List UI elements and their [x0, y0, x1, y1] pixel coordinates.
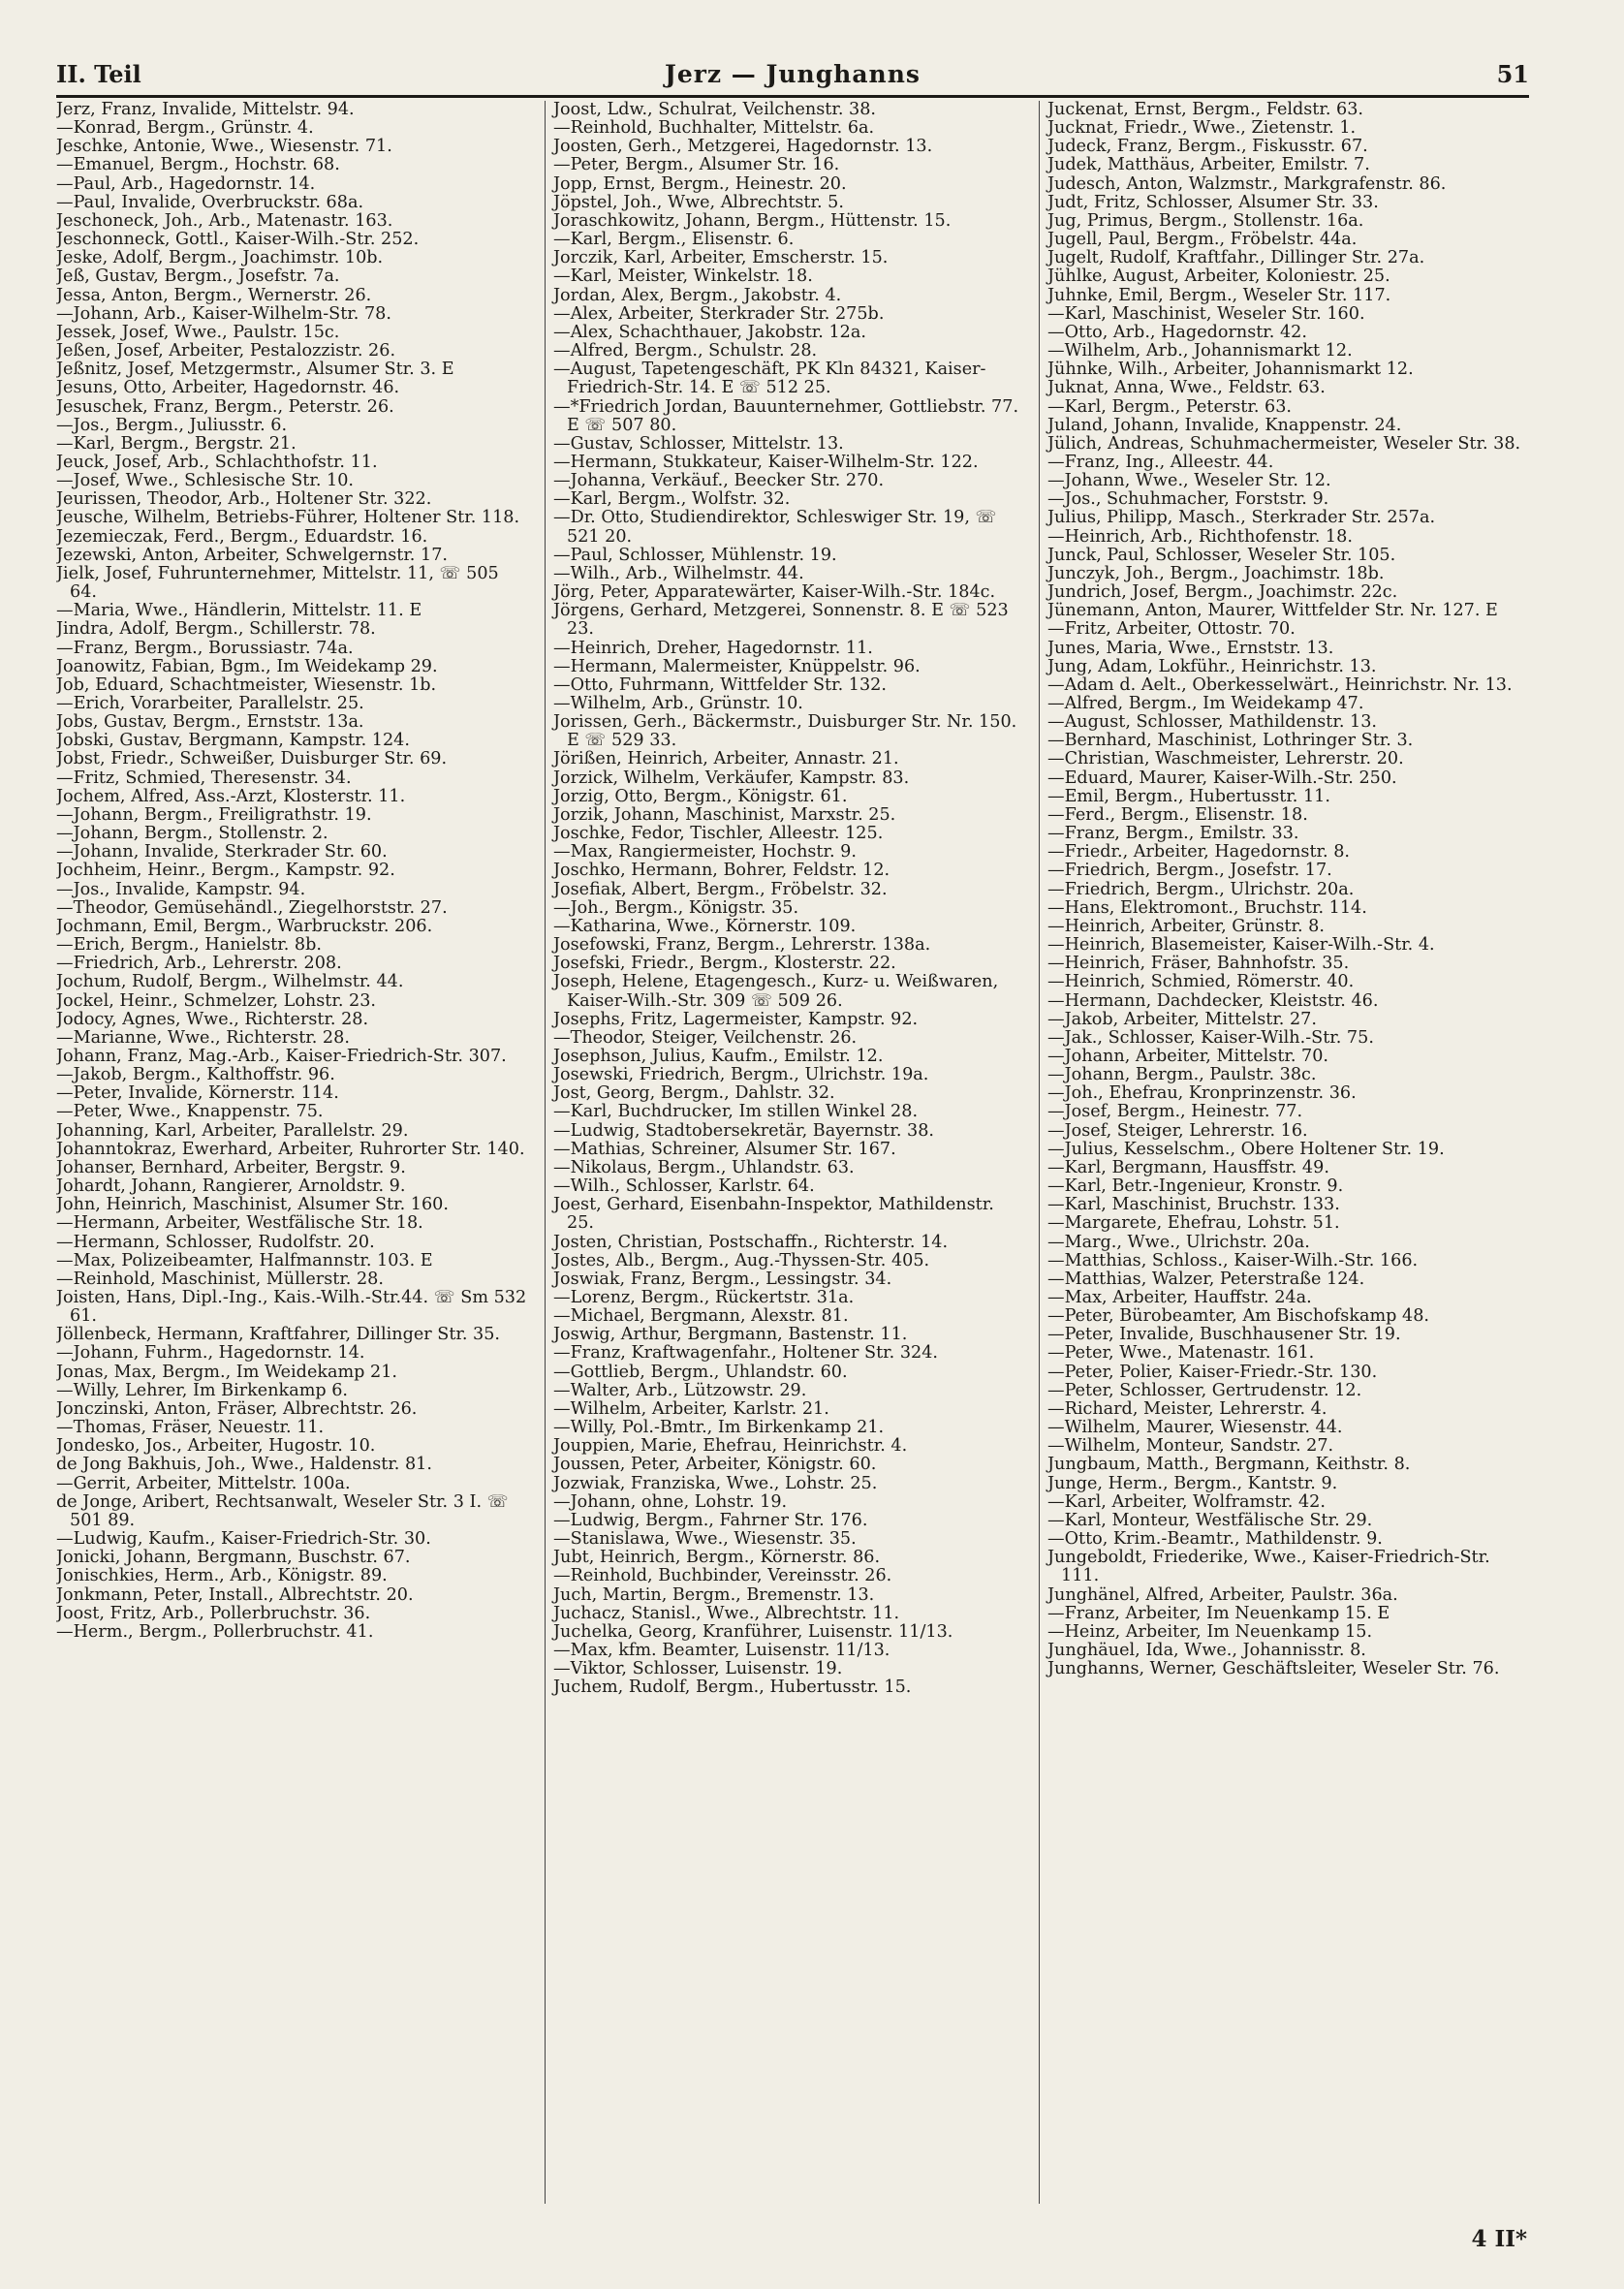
- directory-entry: —Karl, Bergm., Wolfstr. 32.: [553, 489, 791, 510]
- directory-entry: Josefowski, Franz, Bergm., Lehrerstr. 138a.: [553, 935, 931, 956]
- directory-entry: Jeß, Gustav, Bergm., Josefstr. 7a.: [56, 267, 340, 287]
- directory-entry: —Peter, Bürobeamter, Am Bischofskamp 48.: [1047, 1306, 1430, 1327]
- directory-entry: —Bernhard, Maschinist, Lothringer Str. 3.: [1047, 731, 1414, 751]
- directory-entry: —Fritz, Schmied, Theresenstr. 34.: [56, 768, 352, 788]
- directory-entry: —Alfred, Bergm., Schulstr. 28.: [553, 341, 818, 361]
- page-range-title: Jerz — Junghanns: [665, 60, 921, 88]
- directory-entry: Jesuschek, Franz, Bergm., Peterstr. 26.: [56, 396, 394, 417]
- directory-entry: —Gottlieb, Bergm., Uhlandstr. 60.: [553, 1362, 848, 1382]
- directory-entry: —Willy, Lehrer, Im Birkenkamp 6.: [56, 1380, 349, 1400]
- directory-entry: Juchacz, Stanisl., Wwe., Albrechtstr. 11.: [553, 1603, 900, 1623]
- directory-entry: —Hermann, Schlosser, Rudolfstr. 20.: [56, 1232, 375, 1252]
- directory-entry: —Ludwig, Bergm., Fahrner Str. 176.: [553, 1510, 868, 1530]
- directory-entry: —Joh., Bergm., Königstr. 35.: [553, 897, 799, 918]
- directory-entry: Joost, Ldw., Schulrat, Veilchenstr. 38.: [553, 101, 876, 119]
- column-2: [545, 101, 1026, 2204]
- directory-entry: —Max, Polizeibeamter, Halfmannstr. 103. E: [56, 1250, 433, 1270]
- directory-entry: Jöpstel, Joh., Wwe, Albrechtstr. 5.: [553, 192, 844, 212]
- directory-entry: —Mathias, Schreiner, Alsumer Str. 167.: [553, 1139, 896, 1159]
- directory-entry: Jondesko, Jos., Arbeiter, Hugostr. 10.: [56, 1436, 376, 1457]
- directory-entry: —Heinrich, Arbeiter, Grünstr. 8.: [1047, 916, 1325, 936]
- directory-entry: Jopp, Ernst, Bergm., Heinestr. 20.: [553, 173, 847, 194]
- directory-entry: —Michael, Bergmann, Alexstr. 81.: [553, 1306, 849, 1327]
- directory-entry: —Hans, Elektromont., Bruchstr. 114.: [1047, 897, 1367, 918]
- directory-entry: de Jong Bakhuis, Joh., Wwe., Haldenstr. 81.: [56, 1455, 432, 1475]
- directory-entry: Jonas, Max, Bergm., Im Weidekamp 21.: [56, 1362, 398, 1382]
- directory-entry: —Alex, Schachthauer, Jakobstr. 12a.: [553, 322, 866, 342]
- page-number: 51: [1496, 60, 1529, 88]
- directory-entry: —Stanislawa, Wwe., Wiesenstr. 35.: [553, 1529, 857, 1550]
- directory-entry: Jorczik, Karl, Arbeiter, Emscherstr. 15.: [553, 248, 889, 268]
- directory-entry: —Alfred, Bergm., Im Weidekamp 47.: [1047, 694, 1364, 713]
- directory-entry: —Paul, Arb., Hagedornstr. 14.: [56, 173, 316, 194]
- directory-entry: Juknat, Anna, Wwe., Feldstr. 63.: [1047, 378, 1326, 398]
- directory-entry: Jucknat, Friedr., Wwe., Zietenstr. 1.: [1047, 118, 1357, 139]
- directory-entry: —Johann, Fuhrm., Hagedornstr. 14.: [56, 1343, 365, 1364]
- directory-entry: Jörißen, Heinrich, Arbeiter, Annastr. 21.: [553, 749, 899, 769]
- directory-entry: —Paul, Schlosser, Mühlenstr. 19.: [553, 545, 837, 565]
- directory-entry: Juchelka, Georg, Kranführer, Luisenstr. 11/13.: [553, 1621, 953, 1642]
- directory-entry: Josten, Christian, Postschaffn., Richterstr. 14.: [553, 1232, 949, 1252]
- directory-entry: de Jonge, Aribert, Rechtsanwalt, Weseler Str. 3 I. ☏ 501 89.: [56, 1491, 509, 1530]
- directory-entry: —Franz, Kraftwagenfahr., Holtener Str. 324.: [553, 1343, 939, 1364]
- directory-entry: —Jos., Schuhmacher, Forststr. 9.: [1047, 489, 1329, 510]
- directory-entry: Jindra, Adolf, Bergm., Schillerstr. 78.: [56, 619, 376, 640]
- directory-entry: Junghanns, Werner, Geschäftsleiter, Weseler Str. 76.: [1047, 1659, 1500, 1679]
- directory-entry: —Hermann, Stukkateur, Kaiser-Wilhelm-Str. 122.: [553, 452, 979, 472]
- directory-entry: —Karl, Bergm., Peterstr. 63.: [1047, 396, 1293, 417]
- directory-entry: Joost, Fritz, Arb., Pollerbruchstr. 36.: [56, 1603, 371, 1623]
- directory-entry: —*Friedrich Jordan, Bauunternehmer, Gottliebstr. 77. E ☏ 507 80.: [553, 396, 1019, 435]
- directory-entry: Jeuck, Josef, Arb., Schlachthofstr. 11.: [56, 452, 378, 472]
- directory-entry: Junge, Herm., Bergm., Kantstr. 9.: [1047, 1473, 1338, 1493]
- directory-entry: Jug, Primus, Bergm., Stollenstr. 16a.: [1047, 210, 1364, 231]
- directory-entry: —Franz, Bergm., Borussiastr. 74a.: [56, 638, 354, 658]
- directory-entry: Juch, Martin, Bergm., Bremenstr. 13.: [553, 1584, 875, 1605]
- directory-entry: Jochum, Rudolf, Bergm., Wilhelmstr. 44.: [56, 972, 404, 992]
- directory-entry: Joraschkowitz, Johann, Bergm., Hüttenstr. 15.: [553, 210, 952, 231]
- column-1: [56, 101, 529, 2204]
- directory-entry: Jeurissen, Theodor, Arb., Holtener Str. 322.: [56, 489, 432, 510]
- directory-entry: John, Heinrich, Maschinist, Alsumer Str. 160.: [56, 1195, 449, 1215]
- directory-entry: Joest, Gerhard, Eisenbahn-Inspektor, Mathildenstr. 25.: [553, 1195, 994, 1234]
- directory-entry: —Wilhelm, Arb., Johannismarkt 12.: [1047, 341, 1353, 361]
- directory-entry: —Willy, Pol.-Bmtr., Im Birkenkamp 21.: [553, 1418, 885, 1438]
- directory-entry: —Ludwig, Stadtobersekretär, Bayernstr. 38.: [553, 1120, 935, 1141]
- directory-entry: Jundrich, Josef, Bergm., Joachimstr. 22c.: [1047, 582, 1398, 603]
- directory-entry: —Max, Rangiermeister, Hochstr. 9.: [553, 842, 857, 862]
- directory-entry: —Paul, Invalide, Overbruckstr. 68a.: [56, 192, 364, 212]
- directory-entry: Jessek, Josef, Wwe., Paulstr. 15c.: [56, 322, 340, 342]
- directory-entry: Joanowitz, Fabian, Bgm., Im Weidekamp 29.: [56, 656, 438, 676]
- directory-entry: —Karl, Bergm., Elisenstr. 6.: [553, 230, 795, 250]
- directory-entry: Jorissen, Gerh., Bäckermstr., Duisburger Str. Nr. 150. E ☏ 529 33.: [553, 712, 1017, 751]
- directory-entry: —Jak., Schlosser, Kaiser-Wilh.-Str. 75.: [1047, 1027, 1374, 1048]
- directory-entry: Judeck, Franz, Bergm., Fiskusstr. 67.: [1047, 137, 1368, 157]
- directory-entry: —Reinhold, Buchhalter, Mittelstr. 6a.: [553, 118, 875, 139]
- directory-entry: —Friedrich, Bergm., Josefstr. 17.: [1047, 861, 1332, 881]
- directory-entry: Job, Eduard, Schachtmeister, Wiesenstr. 1b.: [56, 674, 437, 695]
- directory-entry: —Johann, Arb., Kaiser-Wilhelm-Str. 78.: [56, 303, 391, 324]
- directory-entry: —Ludwig, Kaufm., Kaiser-Friedrich-Str. 30.: [56, 1529, 431, 1550]
- directory-entry: Jordan, Alex, Bergm., Jakobstr. 4.: [553, 285, 842, 305]
- directory-entry: —Heinrich, Arb., Richthofenstr. 18.: [1047, 526, 1353, 547]
- directory-entry: —Johann, Bergm., Stollenstr. 2.: [56, 824, 328, 844]
- directory-entry: Jozwiak, Franziska, Wwe., Lohstr. 25.: [553, 1473, 878, 1493]
- directory-entry: —August, Tapetengeschäft, PK Kln 84321, Kaiser-Friedrich-Str. 14. E ☏ 512 25.: [553, 360, 986, 398]
- directory-entry: Jeschke, Antonie, Wwe., Wiesenstr. 71.: [56, 137, 392, 157]
- directory-entry: Jeßen, Josef, Arbeiter, Pestalozzistr. 26.: [56, 341, 396, 361]
- directory-entry: —Reinhold, Buchbinder, Vereinsstr. 26.: [553, 1566, 892, 1586]
- directory-entry: Jubt, Heinrich, Bergm., Körnerstr. 86.: [553, 1548, 881, 1568]
- directory-entry: —Johann, ohne, Lohstr. 19.: [553, 1491, 788, 1512]
- directory-entry: —Gustav, Schlosser, Mittelstr. 13.: [553, 433, 844, 454]
- directory-entry: —Heinz, Arbeiter, Im Neuenkamp 15.: [1047, 1621, 1373, 1642]
- directory-entry: —Maria, Wwe., Händlerin, Mittelstr. 11. E: [56, 601, 422, 621]
- directory-entry: Jonczinski, Anton, Fräser, Albrechtstr. 26.: [56, 1398, 418, 1419]
- directory-entry: Junczyk, Joh., Bergm., Joachimstr. 18b.: [1047, 563, 1385, 583]
- directory-entry: —August, Schlosser, Mathildenstr. 13.: [1047, 712, 1378, 733]
- directory-entry: —Hermann, Dachdecker, Kleiststr. 46.: [1047, 990, 1379, 1011]
- directory-entry: —Joh., Ehefrau, Kronprinzenstr. 36.: [1047, 1083, 1357, 1104]
- directory-entry: —Otto, Krim.-Beamtr., Mathildenstr. 9.: [1047, 1529, 1383, 1550]
- directory-entry: —Peter, Schlosser, Gertrudenstr. 12.: [1047, 1380, 1362, 1400]
- directory-entry: Jorzick, Wilhelm, Verkäufer, Kampstr. 83.: [553, 768, 910, 788]
- directory-entry: —Max, Arbeiter, Hauffstr. 24a.: [1047, 1288, 1312, 1307]
- directory-entry: Judesch, Anton, Walzmstr., Markgrafenstr. 86.: [1047, 173, 1447, 194]
- directory-entry: Jostes, Alb., Bergm., Aug.-Thyssen-Str. 405.: [553, 1250, 930, 1270]
- directory-entry: —Otto, Arb., Hagedornstr. 42.: [1047, 322, 1307, 342]
- directory-entry: —Matthias, Schloss., Kaiser-Wilh.-Str. 166.: [1047, 1250, 1419, 1270]
- directory-entry: —Heinrich, Schmied, Römerstr. 40.: [1047, 972, 1355, 992]
- directory-entry: —Fritz, Arbeiter, Ottostr. 70.: [1047, 619, 1296, 640]
- directory-entry: —Margarete, Ehefrau, Lohstr. 51.: [1047, 1213, 1340, 1234]
- directory-entry: —Julius, Kesselschm., Obere Holtener Str. 19.: [1047, 1139, 1445, 1159]
- directory-entry: Jochmann, Emil, Bergm., Warbruckstr. 206.: [56, 916, 433, 936]
- directory-entry: Johann, Franz, Mag.-Arb., Kaiser-Friedrich-Str. 307.: [56, 1046, 507, 1066]
- directory-entry: Jorzik, Johann, Maschinist, Marxstr. 25.: [553, 804, 896, 825]
- directory-entry: —Karl, Arbeiter, Wolframstr. 42.: [1047, 1491, 1326, 1512]
- directory-entry: Juchem, Rudolf, Bergm., Hubertusstr. 15.: [553, 1678, 912, 1698]
- directory-entry: Junghänel, Alfred, Arbeiter, Paulstr. 36a.: [1047, 1584, 1398, 1605]
- directory-entry: —Heinrich, Dreher, Hagedornstr. 11.: [553, 638, 873, 658]
- directory-entry: Jouppien, Marie, Ehefrau, Heinrichstr. 4.: [553, 1436, 908, 1457]
- directory-entry: —Marg., Wwe., Ulrichstr. 20a.: [1047, 1232, 1310, 1252]
- directory-entry: —Wilh., Arb., Wilhelmstr. 44.: [553, 563, 804, 583]
- directory-entry: Jung, Adam, Lokführ., Heinrichstr. 13.: [1047, 656, 1377, 676]
- directory-columns: [56, 101, 1529, 2204]
- directory-entry: Johanntokraz, Ewerhard, Arbeiter, Ruhrorter Str. 140.: [56, 1139, 525, 1159]
- directory-entry: Johanning, Karl, Arbeiter, Parallelstr. 29.: [56, 1120, 409, 1141]
- directory-entry: —Jakob, Bergm., Kalthoffstr. 96.: [56, 1065, 335, 1085]
- directory-entry: —Karl, Monteur, Westfälische Str. 29.: [1047, 1510, 1373, 1530]
- directory-entry: Judt, Fritz, Schlosser, Alsumer Str. 33.: [1047, 192, 1379, 212]
- directory-entry: —Josef, Wwe., Schlesische Str. 10.: [56, 471, 354, 491]
- directory-entry: Jünemann, Anton, Maurer, Wittfelder Str. Nr. 127. E: [1047, 601, 1498, 621]
- directory-entry: —Wilhelm, Arbeiter, Karlstr. 21.: [553, 1398, 829, 1419]
- directory-entry: —Karl, Betr.-Ingenieur, Kronstr. 9.: [1047, 1176, 1344, 1197]
- directory-entry: —Konrad, Bergm., Grünstr. 4.: [56, 118, 314, 139]
- directory-entry: Junes, Maria, Wwe., Ernststr. 13.: [1047, 638, 1334, 658]
- section-label: II. Teil: [56, 60, 141, 88]
- directory-entry: Jochem, Alfred, Ass.-Arzt, Klosterstr. 11.: [56, 786, 406, 806]
- directory-entry: Jörg, Peter, Apparatewärter, Kaiser-Wilh.-Str. 184c.: [553, 582, 996, 603]
- directory-entry: Johanser, Bernhard, Arbeiter, Bergstr. 9.: [56, 1157, 406, 1177]
- directory-entry: —Peter, Wwe., Knappenstr. 75.: [56, 1102, 324, 1122]
- directory-entry: Josewski, Friedrich, Bergm., Ulrichstr. 19a.: [553, 1065, 929, 1085]
- directory-entry: —Wilh., Schlosser, Karlstr. 64.: [553, 1176, 815, 1197]
- directory-entry: Jobst, Friedr., Schweißer, Duisburger Str. 69.: [56, 749, 448, 769]
- directory-entry: —Peter, Invalide, Buschhausener Str. 19.: [1047, 1325, 1401, 1345]
- directory-entry: Joseph, Helene, Etagengesch., Kurz- u. Weißwaren, Kaiser-Wilh.-Str. 309 ☏ 509 26.: [553, 972, 999, 1011]
- directory-entry: Jungeboldt, Friederike, Wwe., Kaiser-Friedrich-Str. 111.: [1047, 1548, 1490, 1586]
- directory-entry: —Walter, Arb., Lützowstr. 29.: [553, 1380, 807, 1400]
- directory-entry: Jochheim, Heinr., Bergm., Kampstr. 92.: [56, 861, 395, 881]
- directory-entry: Jesuns, Otto, Arbeiter, Hagedornstr. 46.: [56, 378, 400, 398]
- directory-entry: Jerz, Franz, Invalide, Mittelstr. 94.: [56, 101, 355, 119]
- directory-entry: —Johann, Invalide, Sterkrader Str. 60.: [56, 842, 388, 862]
- directory-entry: —Karl, Meister, Winkelstr. 18.: [553, 267, 813, 287]
- directory-entry: Julius, Philipp, Masch., Sterkrader Str. 257a.: [1047, 508, 1436, 528]
- directory-entry: Junghäuel, Ida, Wwe., Johannisstr. 8.: [1047, 1640, 1366, 1660]
- directory-entry: Jugelt, Rudolf, Kraftfahr., Dillinger Str. 27a.: [1047, 248, 1425, 268]
- directory-entry: —Thomas, Fräser, Neuestr. 11.: [56, 1418, 325, 1438]
- directory-entry: —Peter, Wwe., Matenastr. 161.: [1047, 1343, 1315, 1364]
- directory-entry: —Lorenz, Bergm., Rückertstr. 31a.: [553, 1288, 855, 1307]
- directory-entry: —Johanna, Verkäuf., Beecker Str. 270.: [553, 471, 885, 491]
- directory-entry: Jülich, Andreas, Schuhmachermeister, Weseler Str. 38.: [1047, 433, 1521, 454]
- directory-entry: —Jakob, Arbeiter, Mittelstr. 27.: [1047, 1009, 1317, 1029]
- directory-entry: Jeschoneck, Joh., Arb., Matenastr. 163.: [56, 210, 393, 231]
- directory-entry: Jobski, Gustav, Bergmann, Kampstr. 124.: [56, 731, 410, 751]
- directory-entry: Jühlke, August, Arbeiter, Koloniestr. 25.: [1047, 267, 1390, 287]
- directory-entry: Jeusche, Wilhelm, Betriebs-Führer, Holtener Str. 118.: [56, 508, 520, 528]
- directory-entry: Jugell, Paul, Bergm., Fröbelstr. 44a.: [1047, 230, 1358, 250]
- directory-entry: —Otto, Fuhrmann, Wittfelder Str. 132.: [553, 674, 887, 695]
- directory-entry: —Adam d. Aelt., Oberkesselwärt., Heinrichstr. Nr. 13.: [1047, 674, 1513, 695]
- directory-entry: Juhnke, Emil, Bergm., Weseler Str. 117.: [1047, 285, 1391, 305]
- directory-entry: Jodocy, Agnes, Wwe., Richterstr. 28.: [56, 1009, 369, 1029]
- directory-entry: Josefski, Friedr., Bergm., Klosterstr. 22.: [553, 954, 896, 974]
- directory-entry: Juland, Johann, Invalide, Knappenstr. 24.: [1047, 415, 1402, 435]
- directory-entry: Juckenat, Ernst, Bergm., Feldstr. 63.: [1047, 101, 1364, 119]
- directory-entry: Joussen, Peter, Arbeiter, Königstr. 60.: [553, 1455, 877, 1475]
- directory-entry: —Karl, Maschinist, Weseler Str. 160.: [1047, 303, 1365, 324]
- directory-entry: Joswig, Arthur, Bergmann, Bastenstr. 11.: [553, 1325, 908, 1345]
- directory-entry: Jockel, Heinr., Schmelzer, Lohstr. 23.: [56, 990, 377, 1011]
- directory-entry: Johardt, Johann, Rangierer, Arnoldstr. 9.: [56, 1176, 406, 1197]
- directory-entry: Jielk, Josef, Fuhrunternehmer, Mittelstr. 11, ☏ 505 64.: [56, 563, 499, 603]
- directory-entry: —Karl, Buchdrucker, Im stillen Winkel 28.: [553, 1102, 919, 1122]
- directory-entry: Jessa, Anton, Bergm., Wernerstr. 26.: [56, 285, 372, 305]
- directory-entry: Jonischkies, Herm., Arb., Königstr. 89.: [56, 1566, 388, 1586]
- directory-entry: —Wilhelm, Monteur, Sandstr. 27.: [1047, 1436, 1334, 1457]
- directory-entry: —Jos., Bergm., Juliusstr. 6.: [56, 415, 288, 435]
- directory-entry: —Heinrich, Fräser, Bahnhofstr. 35.: [1047, 954, 1350, 974]
- directory-entry: —Karl, Bergmann, Hausffstr. 49.: [1047, 1157, 1329, 1177]
- directory-entry: —Wilhelm, Arb., Grünstr. 10.: [553, 694, 803, 713]
- directory-entry: —Josef, Bergm., Heinestr. 77.: [1047, 1102, 1303, 1122]
- directory-entry: Jonkmann, Peter, Install., Albrechtstr. 20.: [56, 1584, 414, 1605]
- directory-entry: Jeske, Adolf, Bergm., Joachimstr. 10b.: [56, 248, 384, 268]
- directory-entry: Jeschonneck, Gottl., Kaiser-Wilh.-Str. 252.: [56, 230, 420, 250]
- directory-entry: —Friedrich, Arb., Lehrerstr. 208.: [56, 954, 342, 974]
- directory-entry: —Peter, Invalide, Körnerstr. 114.: [56, 1083, 339, 1104]
- directory-entry: —Erich, Bergm., Hanielstr. 8b.: [56, 935, 322, 956]
- directory-entry: Josefiak, Albert, Bergm., Fröbelstr. 32.: [553, 879, 888, 899]
- directory-entry: Josephson, Julius, Kaufm., Emilstr. 12.: [553, 1046, 884, 1066]
- directory-entry: Jorzig, Otto, Bergm., Königstr. 61.: [553, 786, 848, 806]
- directory-entry: Joisten, Hans, Dipl.-Ing., Kais.-Wilh.-Str.44. ☏ Sm 532 61.: [56, 1288, 527, 1327]
- directory-entry: Joschko, Hermann, Bohrer, Feldstr. 12.: [553, 861, 890, 881]
- directory-entry: Jöllenbeck, Hermann, Kraftfahrer, Dillinger Str. 35.: [56, 1325, 501, 1345]
- directory-entry: —Alex, Arbeiter, Sterkrader Str. 275b.: [553, 303, 885, 324]
- directory-entry: —Johann, Arbeiter, Mittelstr. 70.: [1047, 1046, 1329, 1066]
- directory-entry: Jungbaum, Matth., Bergmann, Keithstr. 8.: [1047, 1455, 1411, 1475]
- directory-entry: —Franz, Bergm., Emilstr. 33.: [1047, 824, 1299, 844]
- directory-entry: Jühnke, Wilh., Arbeiter, Johannismarkt 12.: [1047, 360, 1414, 380]
- directory-entry: —Gerrit, Arbeiter, Mittelstr. 100a.: [56, 1473, 351, 1493]
- header-rule: [56, 95, 1529, 98]
- directory-entry: Jezewski, Anton, Arbeiter, Schwelgernstr. 17.: [56, 545, 448, 565]
- directory-entry: —Katharina, Wwe., Körnerstr. 109.: [553, 916, 857, 936]
- directory-entry: —Heinrich, Blasemeister, Kaiser-Wilh.-Str. 4.: [1047, 935, 1435, 956]
- directory-entry: —Marianne, Wwe., Richterstr. 28.: [56, 1027, 350, 1048]
- directory-entry: Josephs, Fritz, Lagermeister, Kampstr. 92.: [553, 1009, 919, 1029]
- directory-entry: —Hermann, Arbeiter, Westfälische Str. 18.: [56, 1213, 423, 1234]
- directory-entry: —Hermann, Malermeister, Knüppelstr. 96.: [553, 656, 921, 676]
- directory-entry: —Dr. Otto, Studiendirektor, Schleswiger Str. 19, ☏ 521 20.: [553, 508, 997, 547]
- directory-entry: —Ferd., Bergm., Elisenstr. 18.: [1047, 804, 1308, 825]
- directory-entry: Jobs, Gustav, Bergm., Ernststr. 13a.: [56, 712, 364, 733]
- directory-entry: —Theodor, Steiger, Veilchenstr. 26.: [553, 1027, 858, 1048]
- directory-entry: —Emil, Bergm., Hubertusstr. 11.: [1047, 786, 1330, 806]
- directory-entry: —Eduard, Maurer, Kaiser-Wilh.-Str. 250.: [1047, 768, 1397, 788]
- directory-entry: —Jos., Invalide, Kampstr. 94.: [56, 879, 306, 899]
- directory-entry: —Emanuel, Bergm., Hochstr. 68.: [56, 155, 340, 175]
- directory-entry: —Franz, Arbeiter, Im Neuenkamp 15. E: [1047, 1603, 1390, 1623]
- directory-entry: Jezemieczak, Ferd., Bergm., Eduardstr. 16.: [56, 526, 428, 547]
- directory-entry: —Herm., Bergm., Pollerbruchstr. 41.: [56, 1621, 374, 1642]
- directory-entry: —Franz, Ing., Alleestr. 44.: [1047, 452, 1274, 472]
- directory-entry: Jost, Georg, Bergm., Dahlstr. 32.: [553, 1083, 835, 1104]
- signature-mark: 4 II*: [1471, 2226, 1527, 2252]
- page-header: [56, 60, 1529, 97]
- directory-entry: —Erich, Vorarbeiter, Parallelstr. 25.: [56, 694, 364, 713]
- directory-entry: —Nikolaus, Bergm., Uhlandstr. 63.: [553, 1157, 855, 1177]
- directory-entry: Jonicki, Johann, Bergmann, Buschstr. 67.: [56, 1548, 411, 1568]
- directory-entry: Jörgens, Gerhard, Metzgerei, Sonnenstr. 8. E ☏ 523 23.: [553, 601, 1009, 640]
- directory-entry: —Reinhold, Maschinist, Müllerstr. 28.: [56, 1269, 384, 1289]
- directory-entry: —Christian, Waschmeister, Lehrerstr. 20.: [1047, 749, 1404, 769]
- directory-entry: Jeßnitz, Josef, Metzgermstr., Alsumer Str. 3. E: [56, 360, 454, 380]
- directory-entry: —Johann, Wwe., Weseler Str. 12.: [1047, 471, 1331, 491]
- directory-entry: —Karl, Maschinist, Bruchstr. 133.: [1047, 1195, 1340, 1215]
- directory-entry: —Max, kfm. Beamter, Luisenstr. 11/13.: [553, 1640, 890, 1660]
- directory-entry: —Peter, Polier, Kaiser-Friedr.-Str. 130.: [1047, 1362, 1378, 1382]
- directory-entry: —Richard, Meister, Lehrerstr. 4.: [1047, 1398, 1327, 1419]
- directory-entry: —Matthias, Walzer, Peterstraße 124.: [1047, 1269, 1365, 1289]
- directory-entry: —Wilhelm, Maurer, Wiesenstr. 44.: [1047, 1418, 1343, 1438]
- column-3: [1039, 101, 1528, 2204]
- directory-entry: Joswiak, Franz, Bergm., Lessingstr. 34.: [553, 1269, 892, 1289]
- directory-entry: —Theodor, Gemüsehändl., Ziegelhorststr. 27.: [56, 897, 448, 918]
- directory-entry: Judek, Matthäus, Arbeiter, Emilstr. 7.: [1047, 155, 1370, 175]
- directory-entry: —Friedrich, Bergm., Ulrichstr. 20a.: [1047, 879, 1355, 899]
- directory-entry: —Johann, Bergm., Freiligrathstr. 19.: [56, 804, 372, 825]
- directory-entry: —Josef, Steiger, Lehrerstr. 16.: [1047, 1120, 1308, 1141]
- directory-entry: —Karl, Bergm., Bergstr. 21.: [56, 433, 297, 454]
- directory-entry: Junck, Paul, Schlosser, Weseler Str. 105.: [1047, 545, 1396, 565]
- directory-entry: —Johann, Bergm., Paulstr. 38c.: [1047, 1065, 1317, 1085]
- directory-entry: Joschke, Fedor, Tischler, Alleestr. 125.: [553, 824, 884, 844]
- directory-entry: —Peter, Bergm., Alsumer Str. 16.: [553, 155, 840, 175]
- directory-entry: Joosten, Gerh., Metzgerei, Hagedornstr. 13.: [553, 137, 933, 157]
- directory-entry: —Friedr., Arbeiter, Hagedornstr. 8.: [1047, 842, 1350, 862]
- directory-entry: —Viktor, Schlosser, Luisenstr. 19.: [553, 1659, 843, 1679]
